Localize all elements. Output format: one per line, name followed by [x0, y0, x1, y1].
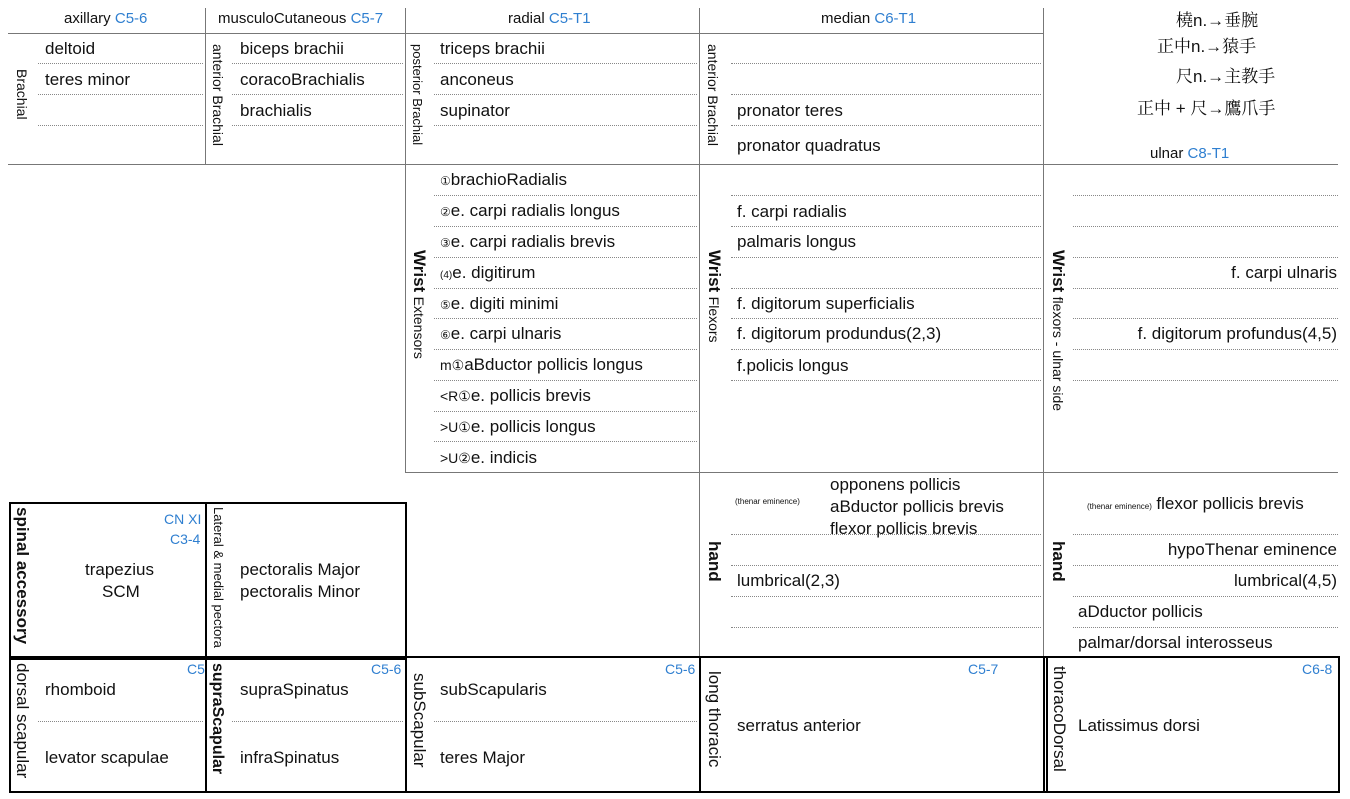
muscle-name: ⑥e. carpi ulnaris	[440, 324, 562, 343]
row-line	[1073, 349, 1338, 350]
row-line	[1073, 565, 1338, 566]
note-line: 正中n.→猿手	[1157, 37, 1257, 56]
row-line	[1073, 226, 1338, 227]
wrist-extensors-label: Wrist Extensors	[410, 250, 429, 359]
muscle-name: pronator quadratus	[737, 136, 881, 155]
row-line	[434, 125, 697, 126]
row-line	[38, 721, 203, 722]
row-line	[1073, 596, 1338, 597]
header-axillary: axillary C5-6	[64, 10, 148, 27]
suprascapular-roots: C5-6	[371, 661, 402, 677]
hand-label-ulnar: hand	[1049, 541, 1068, 582]
muscle-name: subScapularis	[440, 680, 547, 699]
row-line	[731, 380, 1041, 381]
row-line	[434, 63, 697, 64]
box-divider	[205, 656, 207, 793]
muscle-name: pectoralis Minor	[240, 582, 360, 601]
muscle-name: opponens pollicis	[830, 475, 961, 494]
box-divider	[699, 656, 701, 793]
header-musculocutaneous: musculoCutaneous C5-7	[218, 10, 384, 27]
hand-label-median: hand	[705, 541, 724, 582]
header-radial: radial C5-T1	[508, 10, 591, 27]
long-thoracic-label: long thoracic	[705, 671, 724, 768]
row-line	[731, 288, 1041, 289]
row-line	[1073, 627, 1338, 628]
row-line	[1073, 288, 1338, 289]
muscle-name: ③e. carpi radialis brevis	[440, 232, 616, 251]
row-line	[232, 125, 403, 126]
muscle-name: palmar/dorsal interosseus	[1078, 633, 1273, 652]
muscle-name: levator scapulae	[45, 748, 169, 767]
row-line	[1073, 257, 1338, 258]
muscle-name: flexor pollicis brevis	[830, 519, 978, 538]
col-divider	[699, 8, 700, 658]
row-line	[1073, 318, 1338, 319]
muscle-name: aBductor pollicis brevis	[830, 497, 1004, 516]
dorsal-scapular-label: dorsal scapular	[13, 663, 32, 779]
muscle-name: hypoThenar eminence	[1167, 540, 1337, 559]
brachial-label: Brachial	[14, 69, 30, 120]
row-line	[434, 226, 697, 227]
muscle-name: rhomboid	[45, 680, 116, 699]
thoracodorsal-label: thoracoDorsal	[1050, 666, 1069, 772]
row-line	[232, 63, 403, 64]
muscle-name: serratus anterior	[737, 716, 861, 735]
muscle-name: f. digitorum superficialis	[737, 294, 915, 313]
subscapular-label: subScapular	[410, 673, 429, 768]
row-line	[1073, 380, 1338, 381]
row-line	[731, 63, 1041, 64]
dorsal-scapular-roots: C5	[187, 661, 205, 677]
muscle-name: trapezius	[85, 560, 154, 579]
muscle-name: SCM	[102, 582, 140, 601]
row-line	[434, 318, 697, 319]
spinal-accessory-roots: CN XI	[164, 511, 202, 527]
box-divider	[405, 656, 407, 793]
muscle-name: lumbrical(2,3)	[737, 571, 840, 590]
header-ulnar: ulnar C8-T1	[1150, 145, 1230, 162]
row-line	[434, 380, 697, 381]
muscle-name: >U①e. pollicis longus	[440, 417, 596, 436]
thoracodorsal-roots: C6-8	[1302, 661, 1333, 677]
muscle-name: <R①e. pollicis brevis	[440, 386, 591, 405]
anterior-brachial-label: anterior Brachial	[210, 44, 226, 146]
header-median: median C6-T1	[821, 10, 917, 27]
muscle-name: teres Major	[440, 748, 526, 767]
col-divider	[405, 8, 406, 473]
muscle-name: anconeus	[440, 70, 514, 89]
note-line: 尺n.→主教手	[1176, 67, 1276, 86]
row-line	[731, 226, 1041, 227]
muscle-name: supinator	[440, 101, 510, 120]
muscle-name: f.policis longus	[737, 356, 849, 375]
note-line: 橈n.→垂腕	[1176, 11, 1259, 30]
row-divider	[405, 472, 1338, 473]
row-line	[731, 627, 1041, 628]
muscle-name: biceps brachii	[240, 39, 344, 58]
row-line	[731, 257, 1041, 258]
muscle-name: palmaris longus	[737, 232, 857, 251]
long-thoracic-roots: C5-7	[968, 661, 999, 677]
muscle-name: >U②e. indicis	[440, 448, 537, 467]
posterior-brachial-label: posterior Brachial	[410, 44, 425, 146]
muscle-name: pronator teres	[737, 101, 843, 120]
box-divider	[205, 502, 207, 660]
muscle-name: aDductor pollicis	[1078, 602, 1203, 621]
row-line	[731, 195, 1041, 196]
muscle-name: supraSpinatus	[240, 680, 349, 699]
suprascapular-label: supraScapular	[209, 663, 226, 775]
row-line	[434, 94, 697, 95]
anterior-brachial-median-label: anterior Brachial	[705, 44, 721, 146]
muscle-name: m①aBductor pollicis longus	[440, 355, 643, 374]
header-underline	[8, 33, 1043, 34]
row-line	[1073, 534, 1338, 535]
row-line	[434, 441, 697, 442]
col-divider	[205, 8, 206, 165]
muscle-name: brachialis	[240, 101, 312, 120]
row-line	[731, 94, 1041, 95]
muscle-name: Latissimus dorsi	[1078, 716, 1200, 735]
thenar-label: (thenar eminence)	[735, 497, 800, 506]
box-divider	[1043, 656, 1045, 793]
row-line	[434, 721, 697, 722]
row-line	[434, 349, 697, 350]
wrist-flexors-label: Wrist Flexors	[705, 250, 724, 343]
muscle-name: f. carpi ulnaris	[1231, 263, 1337, 282]
spinal-accessory-label: spinal accessory	[13, 507, 32, 645]
muscle-name: teres minor	[45, 70, 131, 89]
muscle-name: pectoralis Major	[240, 560, 360, 579]
note-line: 正中 + 尺→鷹爪手	[1137, 99, 1276, 118]
row-line	[232, 721, 403, 722]
muscle-name: f. carpi radialis	[737, 202, 847, 221]
row-line	[1073, 195, 1338, 196]
row-line	[731, 125, 1041, 126]
row-line	[434, 411, 697, 412]
row-line	[38, 125, 203, 126]
muscle-name: f. digitorum profundus(4,5)	[1137, 324, 1337, 343]
row-divider	[8, 164, 1338, 165]
muscle-name: (4)e. digitirum	[440, 263, 536, 282]
row-line	[731, 349, 1041, 350]
ulnar-thenar-row: (thenar eminence) flexor pollicis brevis	[1087, 494, 1304, 513]
row-line	[434, 195, 697, 196]
muscle-name: ②e. carpi radialis longus	[440, 201, 620, 220]
row-line	[731, 318, 1041, 319]
row-line	[232, 94, 403, 95]
muscle-name: triceps brachii	[440, 39, 545, 58]
row-line	[731, 565, 1041, 566]
muscle-name: ①brachioRadialis	[440, 170, 567, 189]
muscle-name: lumbrical(4,5)	[1234, 571, 1337, 590]
muscle-name: deltoid	[45, 39, 96, 58]
muscle-name: infraSpinatus	[240, 748, 340, 767]
row-line	[731, 596, 1041, 597]
muscle-name: ⑤e. digiti minimi	[440, 294, 559, 313]
subscapular-roots: C5-6	[665, 661, 696, 677]
muscle-name: coracoBrachialis	[240, 70, 365, 89]
spinal-accessory-roots: C3-4	[170, 531, 201, 547]
box-divider	[1046, 656, 1048, 793]
row-line	[434, 288, 697, 289]
row-line	[38, 63, 203, 64]
row-line	[38, 94, 203, 95]
spinal-accessory-box	[9, 502, 407, 660]
muscle-name: f. digitorum produndus(2,3)	[737, 324, 942, 343]
row-line	[434, 257, 697, 258]
wrist-flexors-ulnar-label: Wrist flexors - ulnar side	[1049, 250, 1068, 412]
pectoral-nerve-label: Lateral & medial pectora	[211, 507, 226, 648]
